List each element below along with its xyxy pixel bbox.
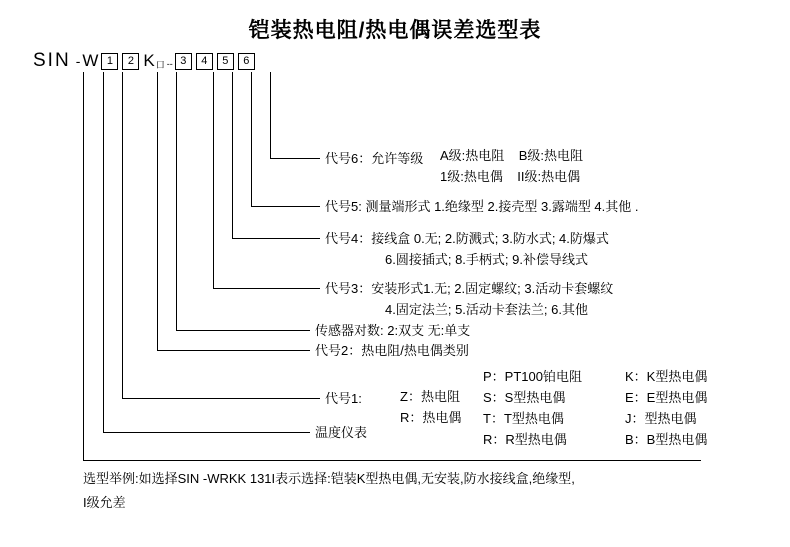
leader-line-sensors-h: [176, 330, 310, 331]
footer-line-2: I级允差: [83, 495, 126, 510]
sensors-label: 传感器对数: 2:双支 无:单支: [315, 323, 471, 338]
code-prefix: SIN: [33, 50, 71, 71]
leader-line-code3: [213, 72, 214, 288]
leader-line-code5: [251, 72, 252, 206]
instrument-label: 温度仪表: [315, 425, 368, 440]
leader-line-code5-h: [251, 206, 320, 207]
code-w: W: [82, 51, 99, 70]
leader-line-code6-h: [270, 158, 320, 159]
code1-right-0: K：K型热电偶: [625, 369, 708, 384]
code6-line1: A级:热电阻 B级:热电阻: [440, 148, 584, 163]
code1-right-1: E：E型热电偶: [625, 390, 708, 405]
code3-line1: 代号3：安装形式1.无; 2.固定螺纹; 3.活动卡套螺纹: [325, 281, 614, 296]
code1-right-3: B：B型热电偶: [625, 432, 708, 447]
code1-mid-3: R：R型热电偶: [483, 432, 567, 447]
code6-label: 代号6：允许等级: [325, 151, 424, 166]
code1-right-2: J：型热电偶: [625, 411, 697, 426]
code-box-5: 5: [217, 53, 234, 70]
code1-left-1: R：热电偶: [400, 410, 462, 425]
code4-line2: 6.圆接插式; 8.手柄式; 9.补偿导线式: [385, 252, 588, 267]
leader-line-code3-h: [213, 288, 320, 289]
leader-line-code2-h: [157, 350, 310, 351]
code-box-1: 1: [101, 53, 118, 70]
code1-label: 代号1:: [325, 391, 362, 406]
code3-line2: 4.固定法兰; 5.活动卡套法兰; 6.其他: [385, 302, 588, 317]
code-box-4: 4: [196, 53, 213, 70]
code-k-sub: 口: [155, 59, 165, 70]
code1-mid-0: P：PT100铂电阻: [483, 369, 582, 384]
code6-line2: 1级:热电偶 II级:热电偶: [440, 169, 581, 184]
page-title: 铠装热电阻/热电偶误差选型表: [248, 19, 542, 42]
leader-line-code1-h: [122, 398, 320, 399]
code-dash: -: [75, 53, 81, 69]
model-code-row: [33, 50, 259, 72]
code-k: K: [143, 51, 155, 70]
code-box-2: 2: [122, 53, 139, 70]
code4-line1: 代号4：接线盒 0.无; 2.防溅式; 3.防水式; 4.防爆式: [325, 231, 609, 246]
leader-line-instrument-h: [103, 432, 310, 433]
leader-line-footer: [83, 72, 84, 460]
code2-label: 代号2：热电阻/热电偶类别: [315, 343, 469, 358]
code1-mid-1: S：S型热电偶: [483, 390, 566, 405]
code-box-6: 6: [238, 53, 255, 70]
leader-line-code2: [157, 72, 158, 350]
leader-line-sensors: [176, 72, 177, 330]
leader-line-code4: [232, 72, 233, 238]
leader-line-footer-h: [83, 460, 701, 461]
code-box-3: 3: [175, 53, 192, 70]
leader-line-instrument: [103, 72, 104, 432]
code1-left-0: Z：热电阻: [400, 389, 460, 404]
leader-line-code6: [270, 72, 271, 158]
code-k-dash: --: [166, 59, 173, 69]
code1-mid-2: T：T型热电偶: [483, 411, 564, 426]
footer-line-1: 选型举例:如选择SIN -WRKK 131I表示选择:铠装K型热电偶,无安装,防水接线盒,绝缘型,: [83, 471, 575, 486]
leader-line-code1: [122, 72, 123, 398]
code5-label: 代号5: 测量端形式 1.绝缘型 2.接壳型 3.露端型 4.其他 .: [325, 199, 639, 214]
leader-line-code4-h: [232, 238, 320, 239]
